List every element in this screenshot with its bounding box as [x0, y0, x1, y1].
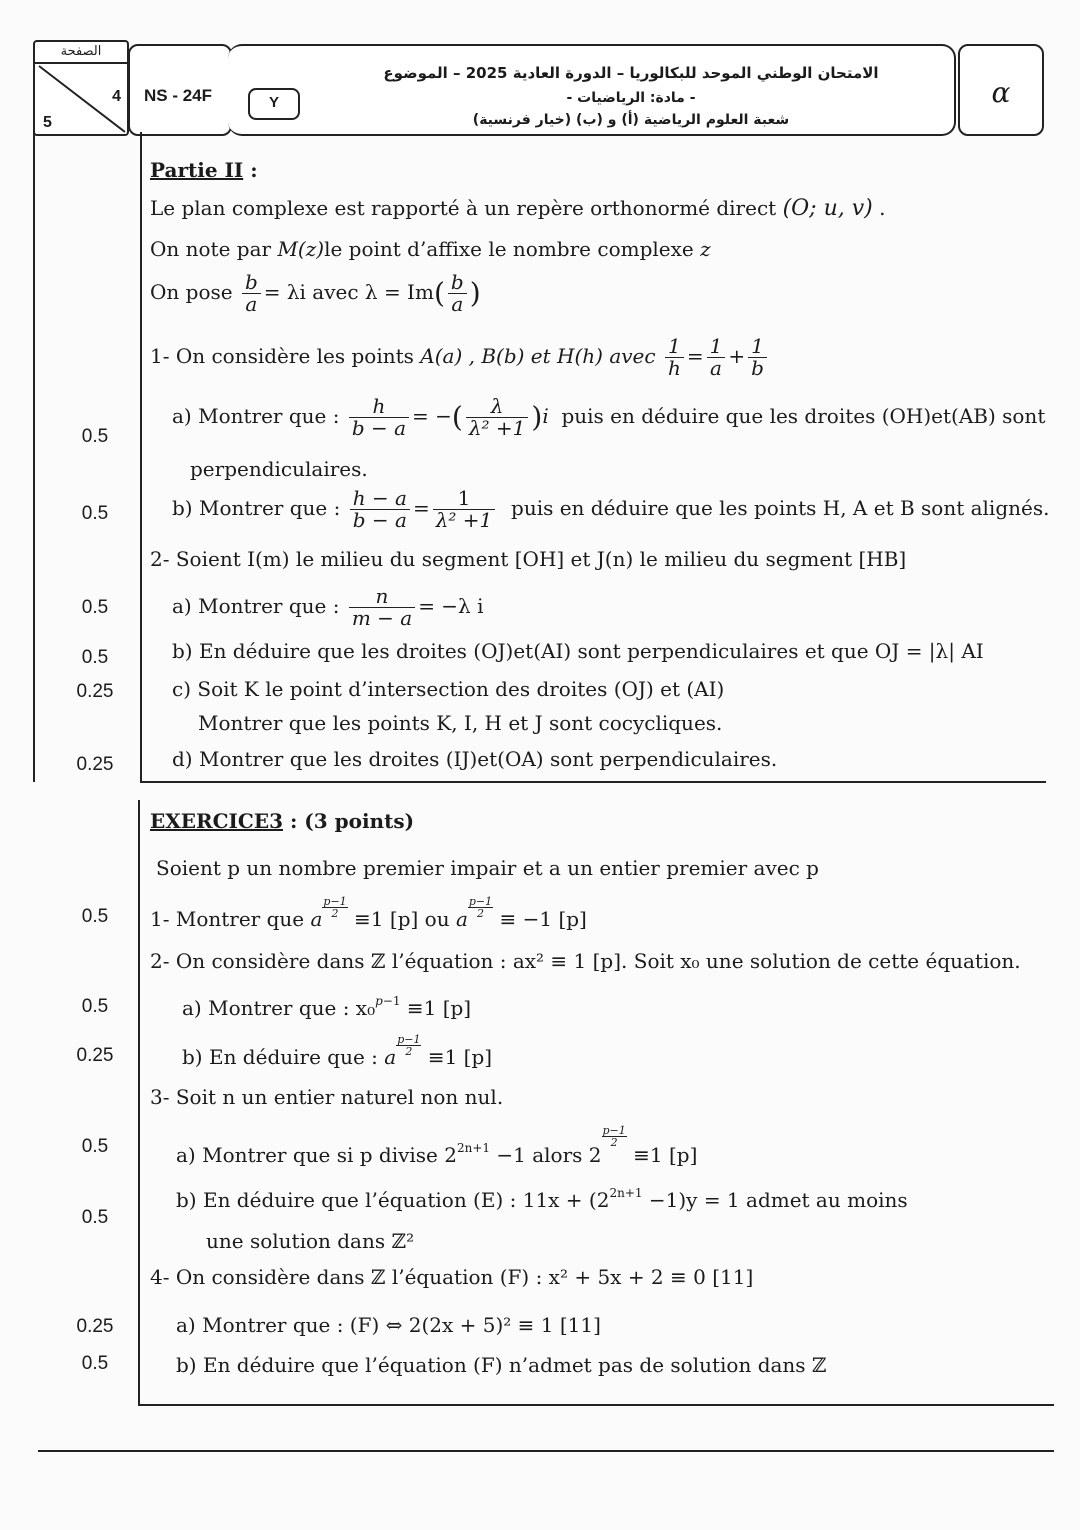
points-ex3-2b: 0.25 [76, 1045, 114, 1066]
intro-line-2: On note par M(z)le point d’affixe le nombre complexe z [150, 237, 711, 261]
exercise3-title: EXERCICE3 : (3 points) [150, 809, 415, 833]
ex3-question-3: 3- Soit n un entier naturel non nul. [150, 1085, 504, 1109]
question-2: 2- Soient I(m) le milieu du segment [OH] et J(n) le milieu du segment [HB] [150, 547, 907, 571]
question-1a: a) Montrer que : $\frac{h}{b - a}$ = −( $\frac{\lambda}{\text{λ² +1}}$ )i puis en déduire que les droites (OH)et(AB) sont [172, 394, 1046, 440]
ex3-question-3a: a) Montrer que si p divise $2^{2n+1} -1$ alors 2 $\frac{p-1}{2}$ ≡1 [p] [176, 1124, 698, 1167]
question-1b: b) Montrer que : $\frac{h - a}{b - a}$ = $\frac{1}{\text{λ² +1}}$ puis en déduire que les points H, A et B sont alignés. [172, 486, 1050, 532]
ex3-question-3b-cont: une solution dans ℤ² [206, 1229, 415, 1253]
question-2c: c) Soit K le point d’intersection des droites (OJ) et (AI) [172, 677, 725, 701]
exam-code: NS - 24F [144, 86, 213, 105]
points-1b: 0.5 [81, 503, 109, 524]
points-2b: 0.5 [81, 647, 109, 668]
points-ex3-3a: 0.5 [81, 1136, 109, 1157]
points-1a: 0.5 [81, 426, 109, 447]
question-2c-cont: Montrer que les points K, I, H et J sont cocycliques. [198, 711, 723, 735]
points-ex3-2a: 0.5 [81, 996, 109, 1017]
intro-line-3: On pose $\frac{b}{a}$ = λi avec λ = Im( $\frac{b}{a}$ ) [150, 270, 481, 316]
section: شعبة العلوم الرياضية (أ) و (ب) (خيار فرنسية) [472, 112, 790, 128]
exercise-bottom-line [138, 1404, 1054, 1406]
exercise3-intro: Soient p un nombre premier impair et a un entier premier avec p [156, 856, 819, 880]
points-ex3-1: 0.5 [81, 906, 109, 927]
question-2b: b) En déduire que les droites (OJ)et(AI) sont perpendiculaires et que OJ = |λ| AI [172, 639, 984, 663]
points-2c: 0.25 [76, 681, 114, 702]
ex3-question-1: 1- Montrer que a $\frac{p-1}{2}$ ≡1 [p] ou a $\frac{p-1}{2}$ ≡ −1 [p] [150, 895, 587, 931]
ex3-question-2a: a) Montrer que : x₀$^{p-1}$ ≡1 [p] [182, 994, 472, 1020]
page-number-box [33, 40, 129, 136]
points-2a: 0.5 [81, 597, 109, 618]
question-2a: a) Montrer que : $\frac{n}{m - a}$ = −λ i [172, 584, 484, 630]
points-ex3-4a: 0.25 [76, 1316, 114, 1337]
symbol: α [991, 76, 1011, 109]
margin-line-1 [140, 132, 142, 782]
ex3-question-2: 2- On considère dans ℤ l’équation : ax² ≡ 1 [p]. Soit x₀ une solution de cette équation. [150, 949, 1021, 973]
variant-letter: Y [268, 94, 279, 111]
question-1: 1- On considère les points A(a) , B(b) et H(h) avec $\frac{1}{h}$ = $\frac{1}{a}$ + $\frac{1}{b}$ [150, 336, 770, 379]
ex3-question-4: 4- On considère dans ℤ l’équation (F) : x² + 5x + 2 ≡ 0 [11] [150, 1265, 754, 1289]
ex3-question-2b: b) En déduire que : a $\frac{p-1}{2}$ ≡1 [p] [182, 1033, 493, 1069]
page-current: 4 [112, 88, 121, 105]
subject: - مادة: الرياضيات - [566, 90, 696, 106]
page-total: 5 [43, 114, 52, 131]
symbol-box [958, 44, 1044, 136]
intro-line-1: Le plan complexe est rapporté à un repère orthonormé direct (O; u, v) . [150, 196, 886, 221]
question-1a-cont: perpendiculaires. [190, 457, 368, 481]
title-box [228, 44, 956, 136]
ex3-question-4b: b) En déduire que l’équation (F) n’admet pas de solution dans ℤ [176, 1353, 827, 1377]
variant-box [248, 88, 300, 120]
exam-title: الامتحان الوطني الموحد للبكالوريا – الدورة العادية 2025 – الموضوع [383, 64, 879, 82]
partie2-title: Partie II : [150, 158, 258, 182]
ex3-question-3b: b) En déduire que l’équation (E) : $11x + (2^{2n+1} -1)y = 1$ admet au moins [176, 1186, 908, 1212]
margin-line-2 [138, 800, 140, 1404]
ex3-question-4a: a) Montrer que : (F) ⇔ 2(2x + 5)² ≡ 1 [11] [176, 1313, 601, 1337]
points-ex3-3b: 0.5 [81, 1207, 109, 1228]
question-2d: d) Montrer que les droites (IJ)et(OA) sont perpendiculaires. [172, 747, 778, 771]
exam-code-box [128, 44, 232, 136]
page-bottom-line [38, 1450, 1054, 1452]
page-label: الصفحة [35, 42, 127, 64]
points-2d: 0.25 [76, 754, 114, 775]
section-divider [140, 781, 1046, 783]
left-frame-line [33, 132, 35, 782]
points-ex3-4b: 0.5 [81, 1353, 109, 1374]
